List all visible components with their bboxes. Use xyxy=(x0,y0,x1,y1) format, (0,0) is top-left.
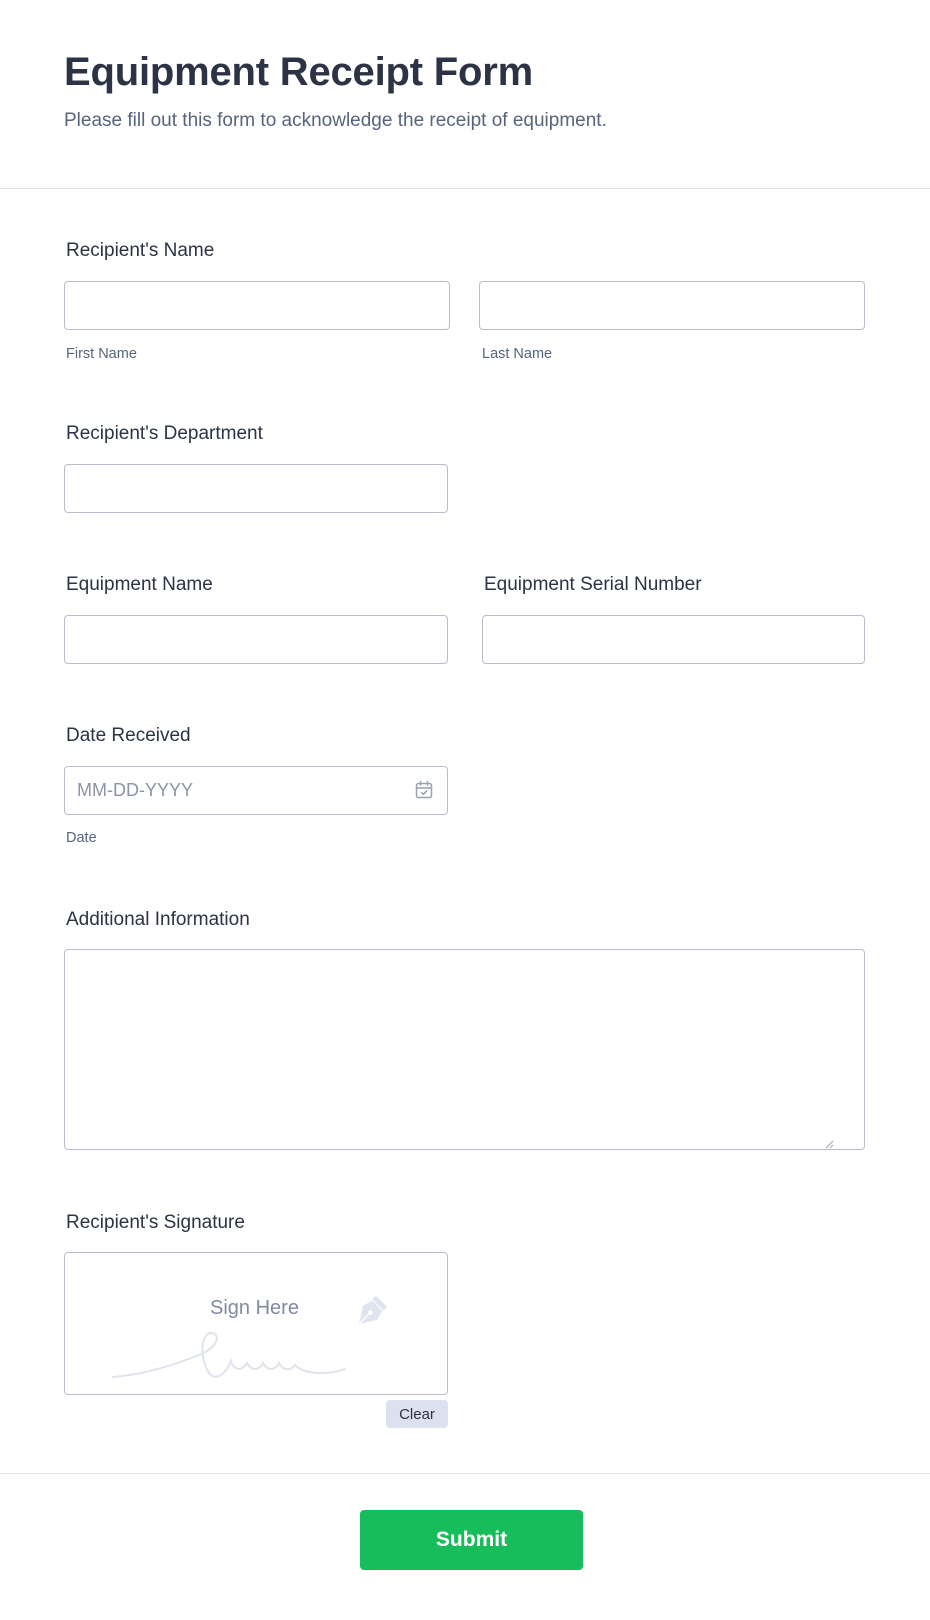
signature-label: Recipient's Signature xyxy=(66,1212,245,1233)
last-name-input[interactable] xyxy=(479,281,865,330)
equipment-name-input[interactable] xyxy=(64,615,448,664)
last-name-sublabel: Last Name xyxy=(482,346,553,362)
calendar-icon[interactable] xyxy=(414,780,434,800)
form-title: Equipment Receipt Form xyxy=(64,50,533,94)
resize-grip-icon[interactable] xyxy=(824,1136,834,1146)
serial-number-input[interactable] xyxy=(482,615,865,664)
department-label: Recipient's Department xyxy=(66,423,263,444)
pen-nib-icon xyxy=(350,1291,392,1333)
first-name-input[interactable] xyxy=(64,281,450,330)
signature-pad[interactable] xyxy=(64,1252,448,1395)
header-divider xyxy=(0,188,930,189)
form-subtitle: Please fill out this form to acknowledge the receipt of equipment. xyxy=(64,110,607,131)
date-sublabel: Date xyxy=(66,830,97,846)
equipment-name-label: Equipment Name xyxy=(66,574,213,595)
additional-info-textarea[interactable] xyxy=(64,949,865,1150)
serial-number-label: Equipment Serial Number xyxy=(484,574,702,595)
additional-info-label: Additional Information xyxy=(66,909,250,930)
clear-signature-button[interactable]: Clear xyxy=(386,1400,448,1428)
submit-button[interactable]: Submit xyxy=(360,1510,583,1570)
footer-divider xyxy=(0,1473,930,1474)
department-input[interactable] xyxy=(64,464,448,513)
date-received-label: Date Received xyxy=(66,725,191,746)
recipient-name-label: Recipient's Name xyxy=(66,240,215,261)
date-input[interactable] xyxy=(64,766,448,815)
first-name-sublabel: First Name xyxy=(66,346,137,362)
sign-here-text: Sign Here xyxy=(210,1297,299,1319)
